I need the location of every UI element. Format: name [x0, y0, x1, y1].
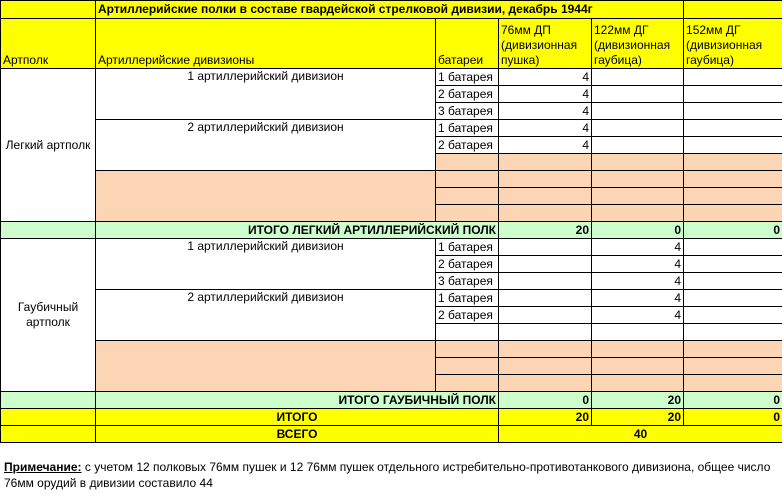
- value-cell[interactable]: [684, 103, 782, 120]
- itogo-row: [1, 409, 782, 426]
- empty-cell[interactable]: [436, 341, 499, 358]
- value-cell[interactable]: [684, 290, 782, 307]
- empty-cell[interactable]: [499, 358, 592, 375]
- value-cell[interactable]: [592, 137, 684, 154]
- value-cell[interactable]: [684, 120, 782, 137]
- itogo-122[interactable]: 20: [592, 409, 684, 426]
- empty-cell[interactable]: [592, 154, 684, 171]
- value-cell[interactable]: [499, 256, 592, 273]
- value-cell[interactable]: [499, 307, 592, 324]
- value-cell[interactable]: 4: [592, 307, 684, 324]
- howitzer-total-122[interactable]: 20: [592, 392, 684, 409]
- title-blank-cell[interactable]: [1, 1, 96, 19]
- table-row: [1, 239, 782, 256]
- howitzer-total-row: [1, 392, 782, 409]
- header-divisions[interactable]: Артиллерийские дивизионы: [96, 19, 436, 69]
- battery-cell[interactable]: 3 батарея: [436, 273, 499, 290]
- title-blank-cell-2[interactable]: [684, 1, 782, 19]
- vsego-value[interactable]: 40: [499, 426, 782, 443]
- value-cell[interactable]: 4: [499, 137, 592, 154]
- value-cell[interactable]: 4: [592, 290, 684, 307]
- battery-cell[interactable]: 2 батарея: [436, 86, 499, 103]
- itogo-blank-cell[interactable]: [1, 409, 96, 426]
- light-div2-label[interactable]: 2 артиллерийский дивизион: [96, 120, 436, 171]
- header-152mm[interactable]: 152мм ДГ (дивизионная гаубица): [684, 19, 782, 69]
- table-row: [1, 171, 782, 188]
- empty-cell[interactable]: [499, 324, 592, 341]
- battery-cell[interactable]: 2 батарея: [436, 137, 499, 154]
- empty-cell[interactable]: [684, 188, 782, 205]
- value-cell[interactable]: [499, 273, 592, 290]
- light-regiment-label[interactable]: Легкий артполк: [1, 69, 96, 222]
- empty-cell[interactable]: [684, 171, 782, 188]
- itogo-label[interactable]: ИТОГО: [96, 409, 499, 426]
- howitzer-total-76[interactable]: 0: [499, 392, 592, 409]
- value-cell[interactable]: [684, 69, 782, 86]
- light-div1-label[interactable]: 1 артиллерийский дивизион: [96, 69, 436, 120]
- note-text: с учетом 12 полковых 76мм пушек и 12 76мм пушек отдельного истребительно-противотанкового дивизиона, общее число 76мм орудий в дивизии составило 44: [4, 460, 771, 490]
- value-cell[interactable]: [499, 239, 592, 256]
- howitzer-div2-label[interactable]: 2 артиллерийский дивизион: [96, 290, 436, 341]
- value-cell[interactable]: [684, 273, 782, 290]
- value-cell[interactable]: [592, 86, 684, 103]
- value-cell[interactable]: [592, 103, 684, 120]
- empty-cell[interactable]: [499, 171, 592, 188]
- empty-division-cell[interactable]: [96, 341, 436, 392]
- howitzer-total-152[interactable]: 0: [684, 392, 782, 409]
- table-title[interactable]: Артиллерийские полки в составе гвардейской стрелковой дивизии, декабрь 1944г: [96, 1, 684, 19]
- table-row: [1, 341, 782, 358]
- title-row: [1, 1, 782, 19]
- value-cell[interactable]: [684, 239, 782, 256]
- empty-cell[interactable]: [436, 171, 499, 188]
- value-cell[interactable]: [592, 120, 684, 137]
- light-total-label[interactable]: ИТОГО ЛЕГКИЙ АРТИЛЛЕРИЙСКИЙ ПОЛК: [96, 222, 499, 239]
- empty-cell[interactable]: [499, 154, 592, 171]
- empty-cell[interactable]: [436, 375, 499, 392]
- header-76mm[interactable]: 76мм ДП (дивизионная пушка): [499, 19, 592, 69]
- vsego-row: [1, 426, 782, 443]
- value-cell[interactable]: 4: [499, 120, 592, 137]
- header-122mm[interactable]: 122мм ДГ (дивизионная гаубица): [592, 19, 684, 69]
- table-row: [1, 290, 782, 307]
- vsego-label[interactable]: ВСЕГО: [96, 426, 499, 443]
- empty-cell[interactable]: [592, 358, 684, 375]
- empty-cell[interactable]: [684, 358, 782, 375]
- battery-cell[interactable]: 1 батарея: [436, 290, 499, 307]
- value-cell[interactable]: [684, 137, 782, 154]
- battery-cell[interactable]: 3 батарея: [436, 103, 499, 120]
- howitzer-regiment-label[interactable]: Гаубичный артполк: [1, 239, 96, 392]
- light-total-152[interactable]: 0: [684, 222, 782, 239]
- header-battery[interactable]: батареи: [436, 19, 499, 69]
- battery-cell[interactable]: 1 батарея: [436, 69, 499, 86]
- value-cell[interactable]: 4: [592, 256, 684, 273]
- empty-cell[interactable]: [684, 205, 782, 222]
- empty-cell[interactable]: [592, 171, 684, 188]
- total-blank-cell[interactable]: [1, 222, 96, 239]
- howitzer-total-label[interactable]: ИТОГО ГАУБИЧНЫЙ ПОЛК: [96, 392, 499, 409]
- value-cell[interactable]: 4: [499, 69, 592, 86]
- empty-cell[interactable]: [436, 154, 499, 171]
- empty-cell[interactable]: [499, 188, 592, 205]
- light-total-row: [1, 222, 782, 239]
- empty-cell[interactable]: [436, 324, 499, 341]
- empty-cell[interactable]: [499, 375, 592, 392]
- battery-cell[interactable]: 2 батарея: [436, 256, 499, 273]
- empty-cell[interactable]: [592, 205, 684, 222]
- value-cell[interactable]: 4: [592, 239, 684, 256]
- battery-cell[interactable]: 1 батарея: [436, 239, 499, 256]
- itogo-152[interactable]: 0: [684, 409, 782, 426]
- value-cell[interactable]: 4: [592, 273, 684, 290]
- empty-cell[interactable]: [436, 358, 499, 375]
- empty-cell[interactable]: [684, 324, 782, 341]
- howitzer-div1-label[interactable]: 1 артиллерийский дивизион: [96, 239, 436, 290]
- header-regiment[interactable]: Артполк: [1, 19, 96, 69]
- empty-cell[interactable]: [592, 341, 684, 358]
- empty-cell[interactable]: [436, 188, 499, 205]
- light-total-122[interactable]: 0: [592, 222, 684, 239]
- empty-cell[interactable]: [684, 154, 782, 171]
- note: [4, 459, 778, 491]
- itogo-76[interactable]: 20: [499, 409, 592, 426]
- empty-cell[interactable]: [436, 205, 499, 222]
- battery-cell[interactable]: 2 батарея: [436, 307, 499, 324]
- empty-cell[interactable]: [499, 205, 592, 222]
- value-cell[interactable]: 4: [499, 86, 592, 103]
- value-cell[interactable]: [499, 290, 592, 307]
- value-cell[interactable]: [592, 69, 684, 86]
- empty-cell[interactable]: [684, 341, 782, 358]
- value-cell[interactable]: [684, 86, 782, 103]
- header-row: [1, 19, 782, 69]
- empty-cell[interactable]: [592, 375, 684, 392]
- empty-cell[interactable]: [684, 375, 782, 392]
- total-blank-cell[interactable]: [1, 392, 96, 409]
- value-cell[interactable]: 4: [499, 103, 592, 120]
- empty-cell[interactable]: [499, 341, 592, 358]
- value-cell[interactable]: [684, 256, 782, 273]
- table-row: [1, 120, 782, 137]
- empty-cell[interactable]: [592, 324, 684, 341]
- light-total-76[interactable]: 20: [499, 222, 592, 239]
- table-row: [1, 69, 782, 86]
- battery-cell[interactable]: 1 батарея: [436, 120, 499, 137]
- value-cell[interactable]: [684, 307, 782, 324]
- empty-cell[interactable]: [592, 188, 684, 205]
- note-label: Примечание:: [4, 460, 82, 474]
- vsego-blank-cell[interactable]: [1, 426, 96, 443]
- empty-division-cell[interactable]: [96, 171, 436, 222]
